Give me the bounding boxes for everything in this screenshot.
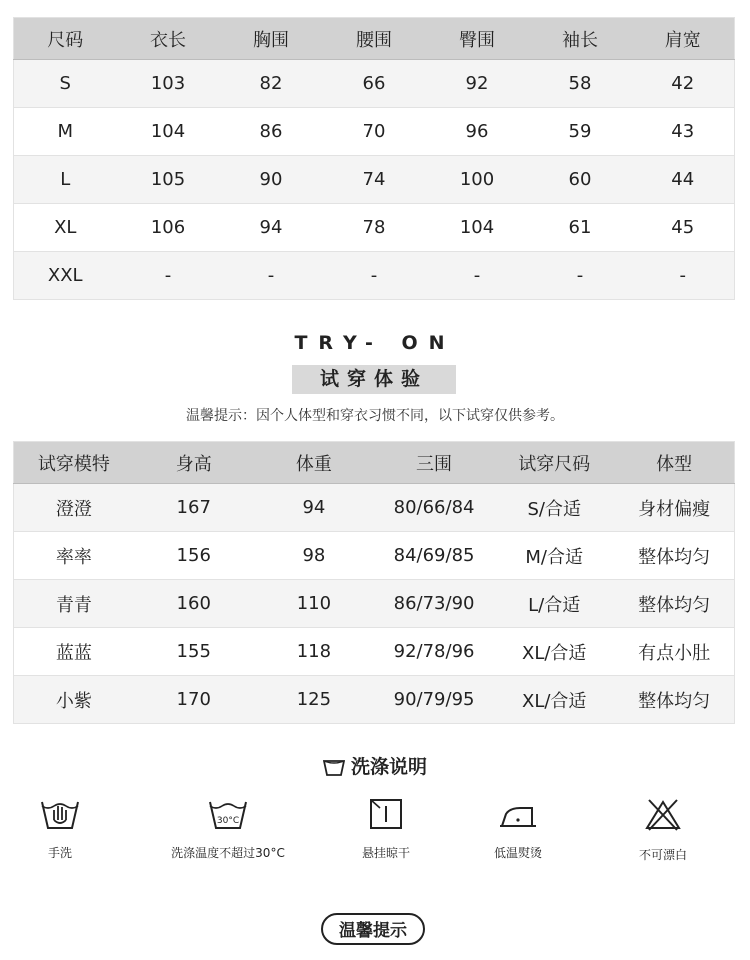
header-cell: 腰围 [323, 18, 426, 60]
table-cell: 125 [254, 676, 374, 724]
table-cell: 105 [117, 156, 220, 204]
table-row [14, 484, 735, 532]
table-row [14, 628, 735, 676]
table-cell: 90 [220, 156, 323, 204]
table-cell: 86/73/90 [374, 580, 494, 628]
table-cell: 104 [117, 108, 220, 156]
cropped-header-strip [140, 0, 620, 4]
svg-text:30°C: 30°C [216, 816, 240, 826]
no-bleach-icon [643, 798, 683, 832]
table-cell: 156 [134, 532, 254, 580]
table-cell: 42 [632, 60, 735, 108]
wash-item-30c [148, 798, 308, 861]
table-cell: 92 [426, 60, 529, 108]
table-cell: 小紫 [14, 676, 134, 724]
table-row [14, 204, 735, 252]
table-cell: 160 [134, 580, 254, 628]
table-cell: 84/69/85 [374, 532, 494, 580]
table-cell: 78 [323, 204, 426, 252]
table-cell: 110 [254, 580, 374, 628]
table-cell: 青青 [14, 580, 134, 628]
table-cell: 身材偏瘦 [614, 484, 734, 532]
wash-30-icon [208, 798, 248, 830]
header-cell: 衣长 [117, 18, 220, 60]
table-row [14, 532, 735, 580]
table-cell: 90/79/95 [374, 676, 494, 724]
table-cell: 94 [220, 204, 323, 252]
table-cell: 43 [632, 108, 735, 156]
size-table-header [14, 18, 735, 60]
table-cell: - [220, 252, 323, 300]
notice-badge: 温馨提示 [321, 913, 425, 945]
table-cell: - [632, 252, 735, 300]
table-cell: 106 [117, 204, 220, 252]
header-cell: 三围 [374, 442, 494, 484]
table-cell: 170 [134, 676, 254, 724]
header-cell: 胸围 [220, 18, 323, 60]
tryon-title-cn: 试穿体验 [292, 365, 456, 394]
header-cell: 身高 [134, 442, 254, 484]
wash-label: 手洗 [47, 846, 72, 860]
table-cell: 80/66/84 [374, 484, 494, 532]
wash-item-low-iron [438, 798, 598, 861]
table-row [14, 60, 735, 108]
hand-wash-icon [40, 798, 80, 830]
table-cell: 167 [134, 484, 254, 532]
low-iron-icon [498, 798, 538, 830]
wash-item-hand-wash [0, 798, 140, 861]
tryon-table [13, 441, 735, 724]
table-cell: 45 [632, 204, 735, 252]
header-cell: 袖长 [529, 18, 632, 60]
tryon-tip: 温馨提示：因个人体型和穿衣习惯不同，以下试穿仅供参考。 [186, 408, 564, 424]
size-table [13, 17, 735, 300]
wash-label: 不可漂白 [638, 848, 687, 862]
table-cell: 44 [632, 156, 735, 204]
table-cell: 155 [134, 628, 254, 676]
table-row [14, 108, 735, 156]
table-row [14, 156, 735, 204]
header-cell: 体重 [254, 442, 374, 484]
tryon-title-en: TRY- ON [294, 332, 456, 354]
table-cell: 66 [323, 60, 426, 108]
table-cell: - [529, 252, 632, 300]
table-cell: 100 [426, 156, 529, 204]
table-cell: L/合适 [494, 580, 614, 628]
table-cell: 86 [220, 108, 323, 156]
table-cell: - [117, 252, 220, 300]
header-cell: 臀围 [426, 18, 529, 60]
table-cell: 61 [529, 204, 632, 252]
wash-title [0, 752, 750, 779]
wash-label: 低温熨烫 [493, 846, 542, 860]
hang-dry-icon [368, 798, 404, 830]
table-row [14, 580, 735, 628]
table-cell: XXL [14, 252, 117, 300]
table-cell: 96 [426, 108, 529, 156]
header-cell: 试穿模特 [14, 442, 134, 484]
table-cell: 94 [254, 484, 374, 532]
table-cell: - [323, 252, 426, 300]
table-cell: 104 [426, 204, 529, 252]
table-cell: L [14, 156, 117, 204]
header-cell: 试穿尺码 [494, 442, 614, 484]
table-cell: 有点小肚 [614, 628, 734, 676]
table-row [14, 252, 735, 300]
table-cell: 59 [529, 108, 632, 156]
header-cell: 体型 [614, 442, 734, 484]
table-cell: 整体均匀 [614, 532, 734, 580]
wash-item-no-bleach [583, 798, 743, 863]
wash-label: 悬挂晾干 [361, 846, 410, 860]
wash-title-label: 洗涤说明 [350, 756, 427, 778]
table-row [14, 676, 735, 724]
header-cell: 尺码 [14, 18, 117, 60]
tryon-table-header [14, 442, 735, 484]
table-cell: 58 [529, 60, 632, 108]
table-cell: 103 [117, 60, 220, 108]
table-cell: 率率 [14, 532, 134, 580]
table-cell: 澄澄 [14, 484, 134, 532]
wash-label: 洗涤温度不超过30°C [171, 846, 285, 860]
table-cell: 92/78/96 [374, 628, 494, 676]
table-cell: 整体均匀 [614, 676, 734, 724]
header-cell: 肩宽 [632, 18, 735, 60]
table-cell: XL [14, 204, 117, 252]
table-cell: 118 [254, 628, 374, 676]
table-cell: S [14, 60, 117, 108]
table-cell: M/合适 [494, 532, 614, 580]
table-cell: 74 [323, 156, 426, 204]
table-cell: 蓝蓝 [14, 628, 134, 676]
basin-icon [323, 758, 345, 776]
table-cell: 60 [529, 156, 632, 204]
table-cell: M [14, 108, 117, 156]
table-cell: XL/合适 [494, 676, 614, 724]
table-cell: 整体均匀 [614, 580, 734, 628]
table-cell: 82 [220, 60, 323, 108]
table-cell: - [426, 252, 529, 300]
table-cell: S/合适 [494, 484, 614, 532]
table-cell: XL/合适 [494, 628, 614, 676]
table-cell: 70 [323, 108, 426, 156]
table-cell: 98 [254, 532, 374, 580]
